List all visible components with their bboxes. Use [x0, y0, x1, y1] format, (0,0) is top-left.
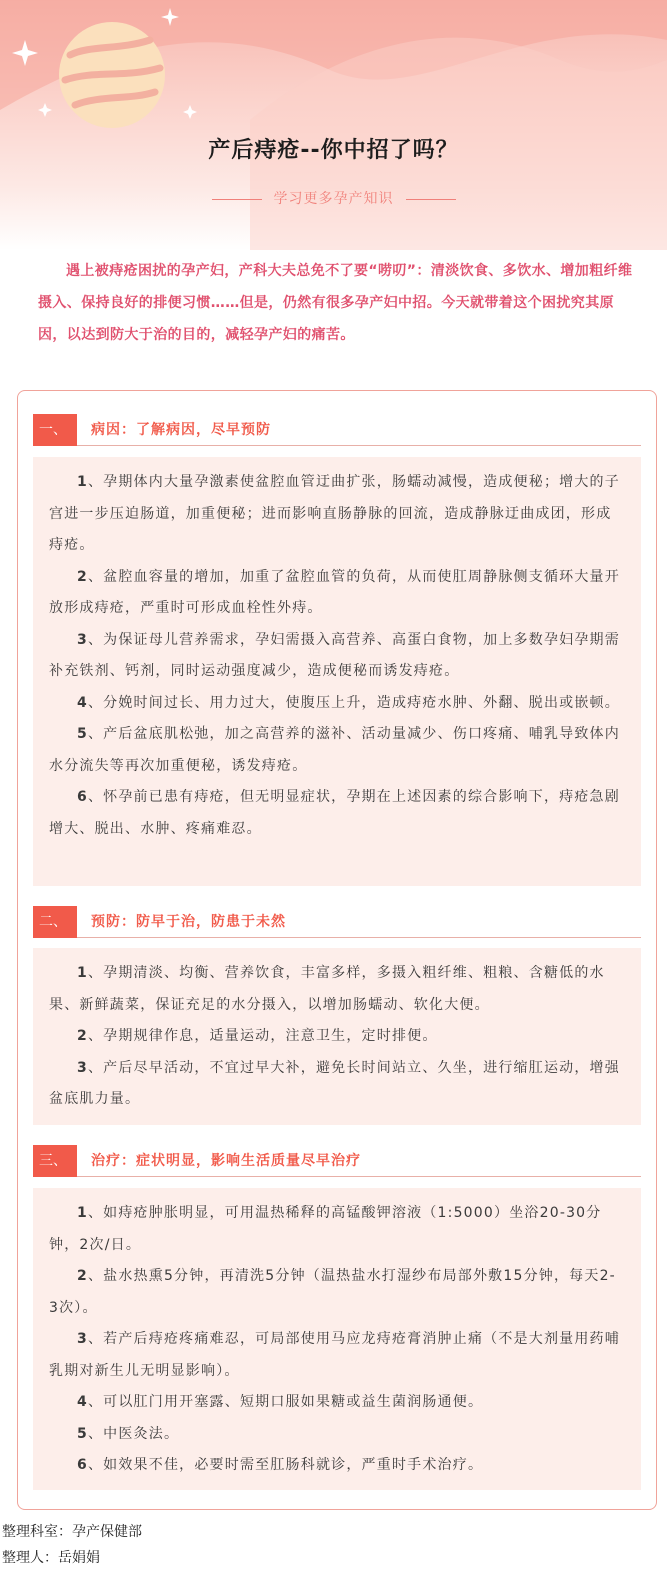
section-body-treatment [33, 1188, 641, 1490]
section-title: 预防：防早于治，防患于未然 [91, 914, 286, 930]
section-number: 三、 [33, 1145, 77, 1177]
list-item: 6、怀孕前已患有痔疮，但无明显症状，孕期在上述因素的综合影响下，痔疮急剧增大、脱出、水肿、疼痛难忍。 [49, 789, 620, 837]
list-item: 2、孕期规律作息，适量运动，注意卫生，定时排便。 [77, 1028, 438, 1044]
section-title: 治疗：症状明显，影响生活质量尽早治疗 [91, 1153, 361, 1169]
divider [406, 199, 456, 200]
header-decoration [0, 0, 667, 250]
header-banner [0, 0, 667, 250]
list-item: 3、为保证母儿营养需求，孕妇需摄入高营养、高蛋白食物，加上多数孕妇孕期需补充铁剂、钙剂，同时运动强度减少，造成便秘而诱发痔疮。 [49, 631, 620, 679]
list-item: 3、产后尽早活动，不宜过早大补，避免长时间站立、久坐，进行缩肛运动，增强盆底肌力量。 [49, 1059, 620, 1107]
section-header-prevention [33, 906, 641, 938]
section-number: 一、 [33, 414, 77, 446]
section-body-prevention [33, 948, 641, 1125]
list-item: 4、分娩时间过长、用力过大，使腹压上升，造成痔疮水肿、外翻、脱出或嵌顿。 [77, 694, 620, 711]
section-header-treatment [33, 1145, 641, 1177]
section-header-cause [33, 414, 641, 446]
list-item: 6、如效果不佳，必要时需至肛肠科就诊，严重时手术治疗。 [77, 1457, 484, 1473]
section-number: 二、 [33, 906, 77, 938]
list-item: 1、孕期体内大量孕激素使盆腔血管迂曲扩张，肠蠕动减慢，造成便秘；增大的子宫进一步压迫肠道，加重便秘；进而影响直肠静脉的回流，造成静脉迂曲成团，形成痔疮。 [49, 474, 620, 553]
list-item: 2、盐水热熏5分钟，再清洗5分钟（温热盐水打湿纱布局部外敷15分钟，每天2-3次）。 [49, 1268, 616, 1316]
list-item: 3、若产后痔疮疼痛难忍，可局部使用马应龙痔疮膏消肿止痛（不是大剂量用药哺乳期对新生儿无明显影响）。 [49, 1331, 620, 1379]
list-item: 5、产后盆底肌松弛，加之高营养的滋补、活动量减少、伤口疼痛、哺乳导致体内水分流失等再次加重便秘，诱发痔疮。 [49, 726, 620, 774]
footer-department: 整理科室：孕产保健部 [2, 1524, 142, 1540]
list-item: 1、如痔疮肿胀明显，可用温热稀释的高锰酸钾溶液（1:5000）坐浴20-30分钟，2次/日。 [49, 1205, 602, 1253]
intro-paragraph: 遇上被痔疮困扰的孕产妇，产科大夫总免不了要“唠叨”：清淡饮食、多饮水、增加粗纤维摄入、保持良好的排便习惯……但是，仍然有很多孕产妇中招。今天就带着这个困扰究其原因，以达到防大于治的目的，减轻孕产妇的痛苦。 [38, 263, 633, 343]
list-item: 5、中医灸法。 [77, 1425, 180, 1442]
list-item: 2、盆腔血容量的增加，加重了盆腔血管的负荷，从而使肛周静脉侧支循环大量开放形成痔疮，严重时可形成血栓性外痔。 [49, 568, 620, 616]
footer-author: 整理人：岳娟娟 [2, 1550, 100, 1566]
list-item: 4、可以肛门用开塞露、短期口服如果糖或益生菌润肠通便。 [77, 1394, 484, 1410]
section-body-cause [33, 457, 641, 886]
list-item: 1、孕期清淡、均衡、营养饮食，丰富多样，多摄入粗纤维、粗粮、含糖低的水果、新鲜蔬菜，保证充足的水分摄入，以增加肠蠕动、软化大便。 [49, 965, 605, 1013]
page-title: 产后痔疮--你中招了吗？ [208, 138, 459, 163]
section-title: 病因：了解病因，尽早预防 [91, 422, 271, 438]
subtitle [0, 188, 667, 208]
divider [212, 199, 262, 200]
subtitle-text: 学习更多孕产知识 [273, 191, 394, 207]
